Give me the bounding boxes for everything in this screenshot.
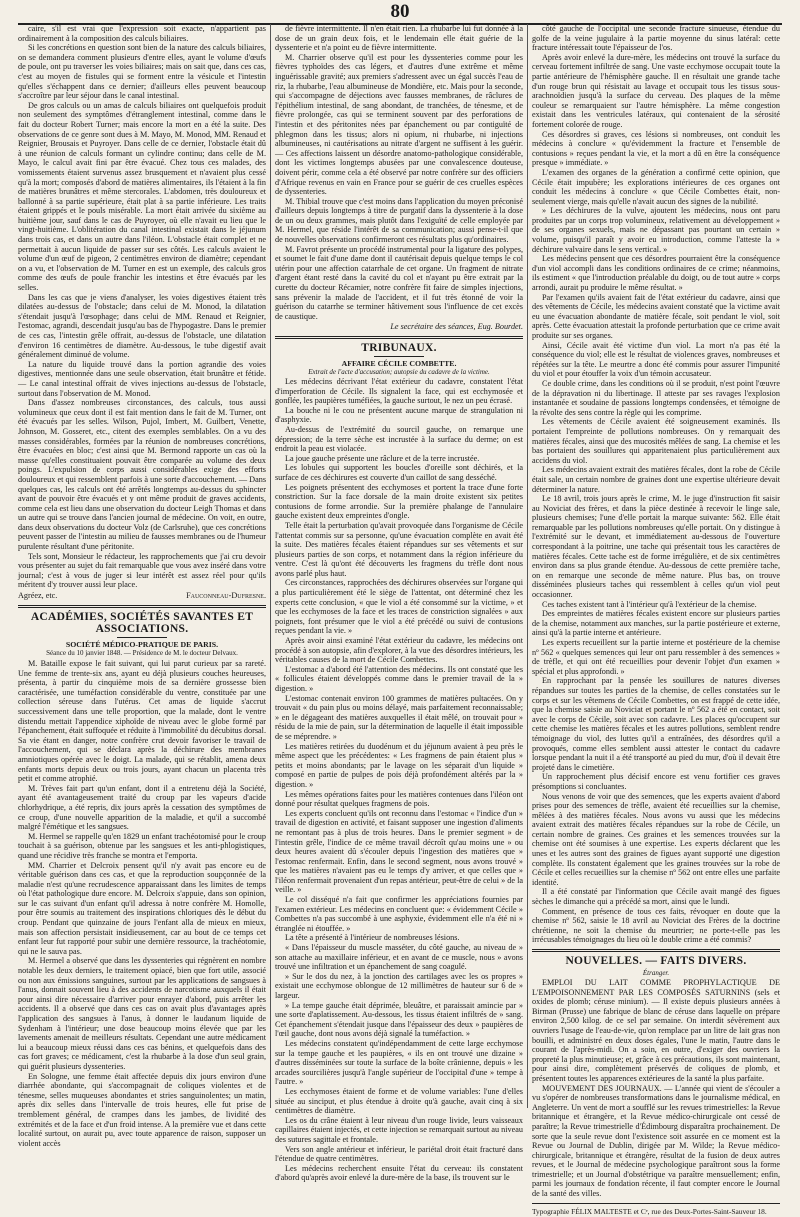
society-report [18, 659, 266, 1148]
paragraph: de fièvre intermittente. Il n'en était rien. La rhubarbe lui fut donnée à la dose de un grain deux fois, et le lendemain elle était guérie de la dyssenterie et n'a point eu de fièvre intermittente. [275, 24, 523, 53]
paragraph: » Sur le dos du nez, à la jonction des cartilages avec les os propres » existait une ecchymose oblongue de 12 millimètres de hauteur sur 6 de » largeur. [275, 971, 523, 1000]
paragraph: Les matières retirées du duodénum et du jéjunum avaient à peu près le même aspect que les précédentes: « Les fragmens de pain étaient plus » petits et moins abondants; par le lavage on les séparait d'un liquide » composé en partie de pulpes de pois déjà profondément altérés par la » digestion. » [275, 741, 523, 789]
section-title-nouvelles: NOUVELLES. — FAITS DIVERS. [565, 955, 747, 967]
column-2 [275, 24, 523, 1183]
paragraph: La bouche ni le cou ne présentent aucune marque de strangulation ni d'asphyxie. [275, 405, 523, 425]
column-1 [18, 24, 266, 1148]
society-session: Séance du 10 janvier 1848. — Présidence de M. le docteur Delvaux. [46, 649, 238, 658]
paragraph: Ces taches existent tant à l'intérieur qu'à l'extérieur de la chemise. [542, 599, 757, 609]
paragraph: Vers son angle antérieur et inférieur, le pariétal droit était fracturé dans l'étendue de quatre centimètres. [275, 1144, 523, 1164]
paragraph: Au-dessus de l'extrémité du sourcil gauche, on remarque une dépression; de la terre sèche est incrustée à la surface du derme; on est endroit la peau est violacée. [275, 424, 523, 454]
paragraph: La nature du liquide trouvé dans la portion agrandie des voies digestives, mentionnée dans une seule observation, était brunâtre et fétide. — Le canal intestinal offrait de vives injections au-dessus de l'obstacle, surtout dans l'observation de M. Monod. [18, 359, 266, 398]
paragraph: L'examen des organes de la génération a confirmé cette opinion, que Cécile était impubère; les explorations intérieures de ces organes ont conduit les médecins à conclure « que Cécile Combettes était, non-seulement vierge, mais qu'elle n'avait aucun des signes de la nubilité. [532, 167, 780, 206]
paragraph: MM. Charrier et Delcroix pensent qu'il n'y avait pas encore eu de véritable guérison dans ces cas, et que la reproduction soupçonnée de la maladie n'est qu'une recrudescence apparaissant dans les limites de temps où l'état pathologique dure encore. M. Delcroix s'appuie, dans son opinion, sur le cas suivant d'un enfant qu'il adressa à notre confrère M. Homolle, pour être soumis au traitement des inspirations chloriques dès le début du croup. Pendant que quinzaine de jours l'enfant alla de mieux en mieux, mais son affection persistait insidieusement, car au bout de ce temps cet enfant leur fut rapporté pour subir une dernière ressource, la trachéotomie, qui ne le sauva pas. [18, 860, 266, 956]
paragraph: Les médecins pensent que ces désordres pourraient être la conséquence d'un viol accompli dans les conditions ordinaires de ce crime; néanmoins, ils estiment « que l'introduction préalable du doigt, ou de tout autre » corps arrondi, aurait pu produire le même résultat. » [532, 254, 780, 293]
paragraph: M. Hermel se rappelle qu'en 1829 un enfant trachéotomisé pour le croup touchait à sa guérison, obtenue par les sangsues et les anti-phlogistiques, quand une récidive très franche se montra et l'emporta. [18, 831, 266, 860]
paragraph: Les médecins décrivant l'état extérieur du cadavre, constatent l'état d'imperforation de Cécile. Ils signalent la face, qui est ecchymosée et gonflée, les paupières tuméfiées, la gauche surtout, le nez un peu écrasé. [275, 377, 523, 406]
paragraph: Ces désordres si graves, ces lésions si nombreuses, ont conduit les médecins à conclure « qu'évidemment la fracture et l'ensemble de contusions » reçues pendant la vie, et la mort a dû en être la conséquence presque » immédiate. » [532, 129, 780, 168]
paragraph: Dans d'assez nombreuses circonstances, des calculs, tous aussi volumineux que ceux dont il est fait mention dans le fait de M. Turner, ont été évacués par les selles. Wilson, Pujol, Imbert, M. Guilbert, Venette, Johnson, M. Gosseret, etc., citent des exemples semblables. On a vu des masses considérables, formées par la réunion de nombreuses concrétions, être évacuées en bloc; c'est ainsi que M. Bermond rapporte un cas où la masse qu'elles constituaient pouvait être comparée au volume des deux poings. L'expulsion de corps aussi considérables exige des efforts douloureux et qui ressemblent parfois à une sorte d'accouchement. — Dans quelques cas, les calculs ont été arrêtés longtemps au-dessus du sphincter avant de pouvoir être évacués et y ont même produit de graves accidents, comme cela est lieu dans une observation du docteur Leigh Thomas et dans un autre qui se trouve dans l'ancien journal de médecine. On voit, en outre, dans deux observations du docteur Volz (de Carlsruhe), que ces concrétions peuvent passer de l'intestin au milieu de fausses membranes ou de l'humeur purulente résultant d'une péritonite. [18, 398, 266, 552]
paragraph: Ces circonstances, rapprochées des déchirures observées sur l'organe qui a plus particulièrement été le siège de l'attentat, ont déterminé chez les experts cette conclusion, « que le viol a été consommé sur la victime, » et que les ecchymoses de la face et les traces de constriction signalées » aux poignets, font présumer que le viol a été précédé ou suivi de contusions reçues pendant la vie. » [275, 578, 523, 636]
paragraph: Les médecins recherchent ensuite l'état du cerveau: ils constatent d'abord qu'après avoir enlevé la dure-mère de la base, ils trouvent sur le [275, 1163, 523, 1183]
column-3 [532, 24, 780, 1216]
section-title-tribunaux: TRIBUNAUX. [361, 342, 437, 354]
paragraph: » Les déchirures de la vulve, ajoutent les médecins, nous ont paru produites par un corps trop volumineux, relativement au développement » de ses organes sexuels, mais ne dépassant pas pourtant un certain » volume, puisqu'il paraît y avoir eu introduction, comme l'atteste la » déchirure valvaire dans le sens vertical. » [532, 206, 780, 254]
section-rule [18, 605, 266, 608]
news-subtitle: Étranger. [642, 969, 670, 977]
closing: Agréez, etc. [18, 591, 58, 601]
paragraph: EMPLOI DU LAIT COMME PROPHYLACTIQUE DE L'EMPOISONNEMENT PAR LES COMPOSÉS SATURNINS (sels et oxides de plomb; céruse minium). — Il existe depuis plusieurs années à Birman (Prusse) une fabrique de blanc de céruse dans laquelle on prépare environ 2,500 kilog. de ce sel par semaine. On interdit sévèrement aux ouvriers l'usage de l'eau-de-vie, qu'on remplace par un litre de lait gras non bouilli, et administré en deux doses égales, l'une le matin, l'autre dans le courant de l'après-midi. On a soin, en outre, d'exiger des ouvriers la propreté la plus minutieuse; et, grâce à ces précautions, ils sont maintenant, pour ainsi dire, complètement préservés de coliques de plomb, et présentent toutes les apparences extérieures de la santé la plus parfaite. [532, 978, 780, 1083]
paragraph: M. Favrot présente un procédé instrumental pour la ligature des polypes, et soumet le fait d'une dame dont il cautérisait depuis quelque temps le col utérin pour une affection catarrhale de cet organe. Un fragment de nitrate d'argent étant resté dans la cavité du col et n'ayant pu être extrait par la curette du docteur Récamier, notre confrère fit faire de simples injections, sans prévenir la malade de l'accident, et il fut très étonné de voir la guérison du catarrhe se terminer hâtivement sous l'influence de cet excès de caustique. [275, 244, 523, 321]
paragraph: Après avoir ainsi examiné l'état extérieur du cadavre, les médecins ont procédé à son autopsie, afin d'explorer, à la vue des désordres intérieurs, les véritables causes de la mort de Cécile Combettes. [275, 636, 523, 665]
case-title: AFFAIRE CÉCILE COMBETTE. [341, 359, 457, 368]
printer-footer: Typographie FÉLIX MALTESTE et Cᵉ, rue des Deux-Portes-Saint-Sauveur 18. [532, 1206, 767, 1216]
paragraph: Dans les cas que je viens d'analyser, les voies digestives étaient très dilatées au-dessus de l'obstacle; dans celui de M. Monod, la dilatation s'étendait jusqu'à l'œsophage; dans celui de MM. Renaud et Reignier, l'estomac, agrandi, descendait jusqu'au bas de l'hypogastre. Dans le premier de ces cas, l'intestin grêle offrait, au-dessus de l'obstacle, une dilatation d'environ 16 centimètres de diamètre. Au-dessous, le tube digestif avait généralement diminué de volume. [18, 292, 266, 360]
paragraph: Un rapprochement plus décisif encore est venu fortifier ces graves présomptions si concluantes. [532, 772, 780, 791]
paragraph: Le col disséqué n'a fait que confirmer les appréciations fournies par l'examen extérieur. Les médecins en concluent que: « évidemment Cécile » Combettes n'a pas succombé à une asphyxie, évidemment elle n'a été ni » étranglée ni étouffée. » [275, 895, 523, 933]
paragraph: Les experts recueillent sur la partie interne et postérieure de la chemise nº 562 « quelques semences qui leur ont paru ressembler à des semences » de trèfle, et qui ont été recueillies pour devenir l'objet d'un examen » spécial et plus approfondi. » [532, 638, 780, 676]
paragraph: Les vêtements de Cécile avaient été soigneusement examinés. Ils portaient l'empreinte de pollutions nombreuses. On y remarquait des matières fécales, ainsi que des mucosités mêlées de sang. La chemise et les bas portaient des souillures qui apparitenaient plus particulièrement aux accidens du viol. [532, 417, 780, 465]
news-items [532, 978, 780, 1199]
paragraph: De gros calculs ou un amas de calculs biliaires ont quelquefois produit non seulement des symptômes d'étranglement intestinal, comme dans le fait du docteur Robert Turner; mais encore la mort en a été la suite. Des observations de ce genre sont dues à M. Mayo, M. Monod, MM. Renaud et Reignier, Brousais et Puyroyer. Dans celle de ce dernier, l'obstacle était dû à une réunion de calculs formant un cylindre continu; dans celle de M. Mayo, le calcul avait fini par être évacué. Chez tous ces malades, des vomissements étaient survenus assez brusquement et n'avaient plus cessé qu'à la mort; composés d'abord de matières alimentaires, ils l'étaient à la fin de matières brunâtres et même stercorales. L'abdomen, très douloureux et ballonné à sa partie supérieure, était plat à sa partie inférieure. Les traits étaient grippés et le pouls misérable. La mort était arrivée du sixième au huitième jour, sauf dans le cas de Puyroyer, où elle n'avait eu lieu que le vingt-huitième. L'oblitération du canal intestinal existait dans le jéjunum dans trois cas, et dans un autre dans l'iléon. L'obstacle était complet et ne permettait à aucun liquide de passer sur ses côtés. Les calculs avaient le volume d'un œuf de pigeon, 2 centimètres environ de diamètre; cependant on a vu, et l'observation de M. Turner en est un exemple, des calculs gros comme des œufs de poule franchir les intestins et être évacués par les selles. [18, 100, 266, 293]
paragraph: En rapprochant par la pensée les souillures de natures diverses répandues sur toutes les parties de la chemise, de celles constatées sur le corps et sur les vêtemens de Cécile Combettes, on est frappé de cette idée, que la chemise saisie au Noviciat et portant le nº 562 a été en contact, soit avec le corps de Cécile, soit avec son cadavre. Les places qu'occupent sur cette chemise les matières fécales et les autres pollutions, semblent rendre témoignage du viol, des luttes qu'il a entraînées, des désordres qu'il a provoqués, comme elles semblent aussi attester le contact du cadavre lorsque pendant la nuit il a été transporté au pied du mur, d'où il devait être projeté dans le cimetière. [532, 676, 780, 772]
paragraph: Les os du crâne étaient à leur niveau d'un rouge livide, leurs vaisseaux capillaires étaient injectés, et cette injection se remarquait surtout au niveau des sutures sagittale et frontale. [275, 1115, 523, 1144]
society-report-continued [275, 24, 523, 321]
page-number: 80 [390, 1, 410, 22]
paragraph: « Dans l'épaisseur du muscle masséter, du côté gauche, au niveau de » son attache au maxillaire inférieur, et en avant de ce muscle, nous » avons trouvé une infiltration et un épanchement de sang coagulé. [275, 943, 523, 972]
paragraph: Les médecins avaient extrait des matières fécales, dont la robe de Cécile était sale, un certain nombre de graines dont une expertise ultérieure devait déterminer la nature. [532, 465, 780, 494]
paragraph: Tels sont, Monsieur le rédacteur, les rapprochements que j'ai cru devoir vous présenter au sujet du fait remarquable que vous avez inséré dans votre journal; c'est à vous de juger si leur intérêt est assez réel pour qu'ils méritent d'y trouver aussi leur place. [18, 551, 266, 590]
paragraph: Les mêmes opérations faites pour les matières contenues dans l'iléon ont donné pour résultat quelques fragmens de pois. [275, 789, 523, 809]
paragraph: L'estomac a d'abord été l'attention des médecins. Ils ont constaté que les « follicules étaient développés comme dans le premier travail de la » digestion. » [275, 664, 523, 693]
paragraph: M. Hermel a observé que dans les dyssenteries qui régnèrent en nombre notable les deux derniers, le traitement opiacé, bien que fort utile, associé ou non aux émissions sanguines, surtout par les applications de sangsues à l'anus, donnait souvent lieu à des accidents de narcotisme auxquels il était pour ainsi dire nécessaire d'arriver pour enrayer d'abord, puis arrêter les accidents. Il a observé que dans ces cas on avait plus d'avantages après l'application des sangsues à l'anus, à donner le laudanum liquide de Sydenham à l'intérieur; une dose beaucoup moins élevée que par les lavements amenait de meilleurs résultats. Cependant une autre médicament lui a beaucoup mieux réussi dans ces cas bénins, et quelquefois dans des cas fort graves; ce médicament, c'est la rhubarbe à la dose d'un seul grain, qui guérit plusieurs dyssenteries. [18, 956, 266, 1071]
columns [18, 24, 782, 1216]
paragraph: M. Trèves fait part qu'un enfant, dont il a entretenu déjà la Société, ayant été avantageusement traité du croup par les vapeurs d'acide chlorhydrique, a été repris, dix jours après la cessation des symptômes de ce croup, d'une nouvelle apparition de la maladie, et qu'il a succombé malgré l'émétique et les sangsues. [18, 783, 266, 832]
paragraph: Des empreintes de matières fécales existent encore sur plusieurs parties de la chemise, notamment aux manches, sur la partie postérieure et externe, ainsi qu'à la partie interne et antérieure. [532, 609, 780, 638]
case-subtitle: Extrait de l'acte d'accusation; autopsie du cadavre de la victime. [308, 368, 490, 376]
paragraph: Les experts concluent qu'ils ont reconnu dans l'estomac « l'indice d'un » travail de digestion en activité, et faisant supposer une ingestion d'aliments ne remontant pas à plus de trois heures. Dans le premier segment » de l'intestin grêle, l'indice de ce même travail décroît qu'au moins une » ou deux heures avaient dû s'écouler depuis l'ingestion des matières que » l'estomac renfermait. Enfin, dans le second segment, nous avons trouvé » que les matières n'avaient pas eu le temps d'y arriver, et que celles que » l'iléon renfermait provenaient d'un repas antérieur, peut-être de celui » de la veille. » [275, 808, 523, 895]
paragraph: M. Charrier observe qu'il est pour les dyssenteries comme pour les fièvres typhoïdes des cas légers, et d'autres d'une extrême et même inguérissable gravité; aux premiers s'adressent avec un égal succès l'eau de riz, la rhubarbe, l'eau albumineuse de Mondière, etc. Mais pour la seconde, qui s'accompagne de déjections avec fausses membranes, de râclures de l'épithélium intestinal, de sang abondant, de tranchées, de ténesme, et de fièvre prolongée, cas qui se terminent souvent par des perforations de l'intestin et des péritonites nées par épanchement ou par contiguïté de phlegmon dans les tissus; alors ni opium, ni rhubarbe, ni injections albumineuses, ni cautérisations au nitrate d'argent ne suffisent à les guérir. — Ces affections laissent un désordre anatomo-pathologique considérable, dont les victimes longtemps abusées par une convalescence douteuse, doivent périr, comme cela a été observé par notre confrère sur des officiers d'Afrique revenus en vain en France pour se guérir de ces cruelles espèces de dyssenteries. [275, 52, 523, 197]
section-title-academies: ACADÉMIES, SOCIÉTÉS SAVANTES ET ASSOCIATIONS. [30, 611, 254, 636]
paragraph: » La tempe gauche était déprimée, bleuâtre, et paraissait amincie par » une sorte d'aplatissement. Au-dessous, les tissus étaient infiltrés de » sang. Cet épanchement s'étendait jusque dans l'épaisseur des deux » paupières de l'œil gauche, dont nous avons déjà signalé la tuméfaction. » [275, 1000, 523, 1039]
paragraph: Après avoir enlevé la dure-mère, les médecins ont trouvé la surface du cerveau fortement infiltrée de sang. Une vaste ecchymose occupait toute la partie antérieure de l'hémisphère gauche. Il en résultait une grande tache d'un rouge brun qui résistait au lavage et occupait tous les tissus sous-arachnoïdien jusqu'à la surface du cerveau. Des plaques de la même couleur se remarquaient sur l'autre hémisphère. La même congestion existait dans les ventricules latéraux, qui contenaient de la sérosité fortement colorée de rouge. [532, 52, 780, 129]
secretary-signature: Le secrétaire des séances, Eug. Bourdet. [390, 322, 523, 332]
column-divider [270, 24, 271, 1108]
paragraph: En Sologne, une femme était affectée depuis dix jours environ d'une diarrhée abondante, qui s'accompagnait de coliques violentes et de ténesme, selles muqueuses abondantes et stries sanguinolentes; un matin, après dix selles dans l'intervalle de trois heures, elle fut prise de tremblement général, de crampes dans les jambes, de lividité des extrémités et de la face et d'un froid intense. A la première vue et dans cette localité surtout, on aurait pu, avec toute apparence de raison, supposer un violent accès [18, 1071, 266, 1148]
letter-body [18, 24, 266, 590]
footer-rule [532, 1203, 780, 1204]
paragraph: Nous venons de voir que des semences, que les experts avaient d'abord prises pour des semences de trèfle, avaient été recueillies sur la chemise, mêlées à des matières fécales. Nous avons vu aussi que les médecins avaient extrait des matières fécales répandues sur la robe de Cécile, un certain nombre de graines. Ces graines et les semences trouvées sur la chemise ont été soumises à une expertise. Les experts déclarent que les unes et les autres sont des graines de figues ayant supporté une digestion complète. Ils constatent également que les graines trouvées sur la robe de Cécile et celles recueillies sur la chemise nº 562 ont entre elles une parfaite identité. [532, 791, 780, 887]
short-rule [117, 637, 167, 638]
case-report-continued [532, 24, 780, 945]
paragraph: M. Bataille expose le fait suivant, qui lui parut curieux par sa rareté. Une femme de trente-six ans, ayant eu déjà plusieurs couches heureuses, présenta, à partir du cinquième mois de sa dernière grossesse bien caractérisée, une tuméfaction considérable du ventre, constituée par une collection séreuse dans l'utérus. Cet amas de liquide s'accrut successivement dans une telle proportion, que la malade, dont le ventre distendu mettait l'appendice xiphoïde de niveau avec le globe formé par l'épanchement, était suffoquée et réduite à l'immobilité du décubitus dorsal. Sa vie étant en danger, notre confrère crut devoir favoriser le travail de l'accouchement, qui se déclara après la déchirure des membranes amniotiques opérée avec le doigt. La malade, qui se rétablit, amena deux enfants morts depuis deux ou trois jours, ayant chacun un placenta très petit et comme atrophié. [18, 659, 266, 784]
paragraph: Par l'examen qu'ils avaient fait de l'état extérieur du cadavre, ainsi que des vêtements de Cécile, les médecins avaient constaté que la victime avait eu une évacuation abondante de matière fécale, soit pendant le viol, soit après. Cette évacuation attestait la profonde perturbation que ce crime avait produite sur ses organes. [532, 292, 780, 340]
paragraph: Telle était la perturbation qu'avait provoquée dans l'organisme de Cécile l'attentat commis sur sa personne, qu'une évacuation complète en avait été la suite. Des matières fécales étaient répandues sur ses vêtements et sur plusieurs parties de son corps, et notamment dans la région inférieure du ventre. C'est là qu'ont été découverts les fragmens du trèfle dont nous avons parlé plus haut. [275, 520, 523, 578]
paragraph: La joue gauche présente une râclure et de la terre incrustée. [285, 453, 480, 463]
paragraph: Il a été constaté par l'information que Cécile avait mangé des figues sèches le dimanche qui a précédé sa mort, ainsi que le lundi. [532, 887, 780, 907]
short-rule [374, 356, 424, 357]
section-rule [532, 949, 780, 952]
paragraph: Comment, en présence de tous ces faits, révoquer en doute que la chemise nº 562, saisie le 18 avril au Noviciat des Frères de la doctrine chrétienne, ne soit la chemise du meurtrier; ne porte-t-elle pas les irrécusables témoignages du lieu où le double crime a été commis? [532, 906, 780, 945]
paragraph: Les lobules qui supportent les boucles d'oreille sont déchirés, et la surface de ces déchirures est couverte d'un caillot de sang desséché. [275, 463, 523, 482]
section-rule [275, 336, 523, 339]
column-divider [527, 24, 528, 1108]
paragraph: M. Thibial trouve que c'est moins dans l'application du moyen préconisé d'ailleurs depuis longtemps à titre de purgatif dans la dyssenterie à la dose de un ou deux grammes, mais plutôt dans l'exiguïté de celle employée par M. Hermel, que réside l'intérêt de sa communication; aussi pense-t-il que de nouvelles observations confirmeront ces résultats plus qu'ordinaires. [275, 196, 523, 245]
author-name: Fauconneau-Dufresne. [186, 591, 266, 601]
paragraph: Ainsi, Cécile avait été victime d'un viol. La mort n'a pas été la conséquence du viol; elle est le résultat de violences graves, nombreuses et répétées sur la tête. Le meurtre a donc été commis pour assurer l'impunité du viol et pour étouffer la voix d'un témoin accusateur. [532, 340, 780, 379]
paragraph: La tête a présenté à l'intérieur de nombreuses lésions. [285, 933, 460, 943]
paragraph: Ce double crime, dans les conditions où il se produit, n'est point l'œuvre de la dépravation ni du libertinage. Il atteste par ses ravages l'explosion instantanée et soudaine de passions longtemps condensées, et témoigne de la révolte des sens contre la règle qui les comprime. [532, 378, 780, 417]
paragraph: caire, s'il est vrai que l'expression soit exacte, n'appartient pas ordinairement à la composition des calculs biliaires. [18, 24, 266, 43]
paragraph: côté gauche de l'occipital une seconde fracture sinueuse, étendue du golfe de la veine jugulaire à la partie moyenne du sinus latéral: cette fracture intéressait toute l'épaisseur de l'os. [532, 24, 780, 53]
paragraph: Les médecins constatent qu'indépendamment de cette large ecchymose sur la tempe gauche et les paupières, « ils en ont trouvé une dizaine » d'autres disséminées sur toute la surface de la boîte crânienne, depuis » les arcades sourcilières jusqu'à l'angle supérieur de l'occipital d'une » tempe à l'autre. » [275, 1038, 523, 1087]
society-title: SOCIÉTÉ MÉDICO-PRATIQUE DE PARIS. [65, 640, 219, 650]
case-report [275, 377, 523, 1183]
paragraph: Le 18 avril, trois jours après le crime, M. le juge d'instruction fit saisir au Noviciat des frères, et dans la pièce destinée à recevoir le linge sale, plusieurs chemises; l'une d'elle portait la marque suivante: 562. Elle était remarquable par les pollutions nombreuses qu'elle portait. On y distingue à l'extrémité sur le devant, et immédiatement au-dessous de l'ouverture correspondant à la poitrine, une tache qui présentait tous les caractères de matières fécales. Cette tache est de forme irrégulière, et de six centimètres environ dans sa plus grande étendue. Au-dessous de cette première tache, on en remarque une seconde de même nature. Plus bas, on trouve disséminées plusieurs taches qui ressemblent à celles qu'un viol peut occasionner. [532, 494, 780, 600]
letter-signature [18, 591, 266, 601]
paragraph: L'estomac contenait environ 100 grammes de matières pultacées. On y trouvait « du pain plus ou moins délayé, mais parfaitement reconnaissable; » en le dégageant des matières auxquelles il était mêlé, on trouvait pour » résidu de la mie de pain, sur la détermination de laquelle il était impossible de se méprendre. » [275, 693, 523, 741]
paragraph: MOUVEMENT DES JOURNAUX. — L'année qui vient de s'écouler a vu s'opérer de nombreuses transformations dans le journalisme médical, en Angleterre. Un vent de mort a soufflé sur les revues trimestrielles: la Revue britannique et étrangère, et la Revue médico-chirurgicale ont cessé de paraître; la Revue trimestrielle d'Édimbourg disparaîtra prochainement. De sorte que la seule revue dont l'existence soit assurée en ce moment est la Revue ou Journal de Dublin, dirigée par M. Wilde; la Revue médico-chirurgicale, britannique et étrangère, résultat de la fusion de deux autres revues, et le Journal de médecine psychologique paraîtront sous la forme trimestrielle; et un Journal d'obstétrique va paraître mensuellement; enfin, parmi les journaux de fondation récente, il faut compter encore le Journal de la santé des villes. [532, 1083, 780, 1199]
paragraph: Les poignets présentent des ecchymoses et portent la trace d'une forte constriction. Sur la face dorsale de la main droite existent six petites contusions de forme arrondie. Sur la première phalange de l'annulaire gauche existent deux empreintes d'ongle. [275, 482, 523, 521]
paragraph: Les ecchymoses étaient de forme et de volume variables: l'une d'elles située au sinciput, et plus étendue à droite qu'à gauche, avait cinq à six centimètres de diamètre. [275, 1086, 523, 1116]
paragraph: Si les concrétions en question sont bien de la nature des calculs biliaires, on se demandera comment plusieurs d'entre elles, ayant le volume d'œufs de poule, ont pu traverser les voies biliaires; mais on sait que, dans ces cas, c'est au moyen de fistules qui se forment entre la vésicule et l'intestin qu'elles s'échappent dans ce dernier; d'ailleurs elles peuvent beaucoup s'accroître par leur séjour dans le canal intestinal. [18, 43, 266, 101]
